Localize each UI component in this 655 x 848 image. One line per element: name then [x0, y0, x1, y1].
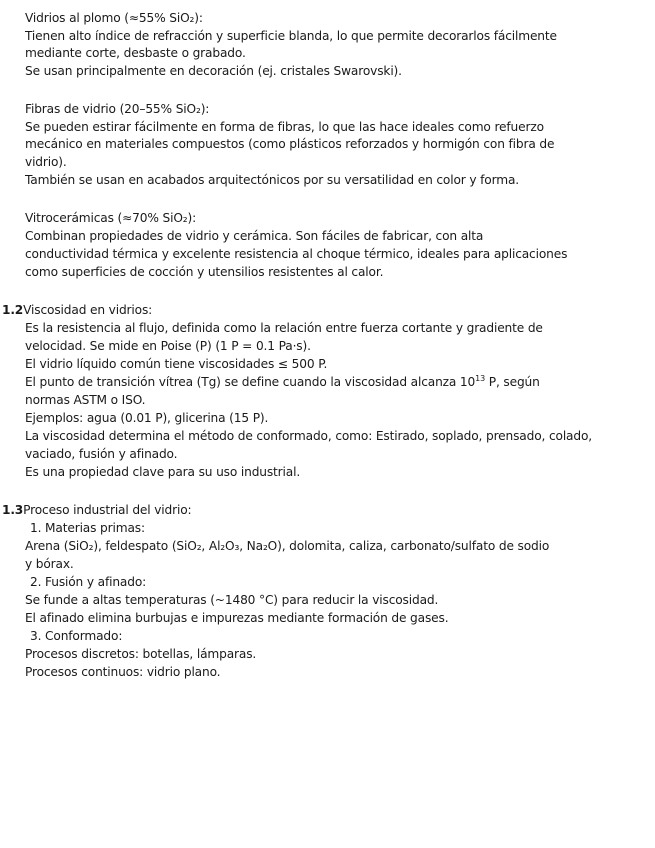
text-line: normas ASTM o ISO. [25, 393, 146, 407]
text-line: También se usan en acabados arquitectónicos por su versatilidad en color y forma. [25, 173, 520, 187]
text-line: Procesos discretos: botellas, lámparas. [25, 647, 257, 661]
text-line: Procesos continuos: vidrio plano. [25, 665, 221, 679]
text-line: Combinan propiedades de vidrio y cerámica. Son fáciles de fabricar, con alta [25, 229, 484, 243]
text-line: Se funde a altas temperaturas (~1480 °C) para reducir la viscosidad. [25, 593, 439, 607]
heading-proceso-industrial [2, 502, 191, 518]
text-line: y bórax. [25, 557, 74, 571]
heading-viscosidad [2, 302, 152, 318]
text-line: Se usan principalmente en decoración (ej. cristales Swarovski). [25, 64, 402, 78]
text-line: vidrio). [25, 155, 67, 169]
section-number: 1.3 [2, 503, 24, 517]
text-line: mecánico en materiales compuestos (como plásticos reforzados y hormigón con fibra de [25, 137, 555, 151]
exponent: 13 [475, 374, 486, 383]
text-line: El afinado elimina burbujas e impurezas mediante formación de gases. [25, 611, 449, 625]
section-title: Viscosidad en vidrios: [23, 303, 153, 317]
heading-vitroceramicas: Vitrocerámicas (≈70% SiO₂): [25, 211, 197, 225]
subheading-conformado: 3. Conformado: [30, 629, 123, 643]
text-line: Es una propiedad clave para su uso industrial. [25, 465, 301, 479]
subheading-fusion-afinado: 2. Fusión y afinado: [30, 575, 147, 589]
text-line [25, 374, 540, 390]
text-line: como superficies de cocción y utensilios resistentes al calor. [25, 265, 384, 279]
text-fragment: El punto de transición vítrea (Tg) se define cuando la viscosidad alcanza 10 [25, 375, 476, 389]
heading-fibras-vidrio: Fibras de vidrio (20–55% SiO₂): [25, 102, 210, 116]
text-fragment: P, según [485, 375, 540, 389]
text-line: La viscosidad determina el método de conformado, como: Estirado, soplado, prensado, colado, [25, 429, 592, 443]
text-line: Arena (SiO₂), feldespato (SiO₂, Al₂O₃, Na₂O), dolomita, caliza, carbonato/sulfato de sodio [25, 539, 550, 553]
text-line: Se pueden estirar fácilmente en forma de fibras, lo que las hace ideales como refuerzo [25, 120, 544, 134]
text-line: mediante corte, desbaste o grabado. [25, 46, 246, 60]
section-number: 1.2 [2, 303, 24, 317]
subheading-materias-primas: 1. Materias primas: [30, 521, 145, 535]
section-title: Proceso industrial del vidrio: [23, 503, 192, 517]
text-line: conductividad térmica y excelente resistencia al choque térmico, ideales para aplicaciones [25, 247, 568, 261]
heading-vidrios-plomo: Vidrios al plomo (≈55% SiO₂): [25, 11, 203, 25]
text-line: Es la resistencia al flujo, definida como la relación entre fuerza cortante y gradiente de [25, 321, 543, 335]
text-line: Ejemplos: agua (0.01 P), glicerina (15 P). [25, 411, 269, 425]
text-line: velocidad. Se mide en Poise (P) (1 P = 0.1 Pa·s). [25, 339, 311, 353]
text-line: Tienen alto índice de refracción y superficie blanda, lo que permite decorarlos fácilmente [25, 29, 557, 43]
text-line: El vidrio líquido común tiene viscosidades ≤ 500 P. [25, 357, 328, 371]
text-line: vaciado, fusión y afinado. [25, 447, 178, 461]
